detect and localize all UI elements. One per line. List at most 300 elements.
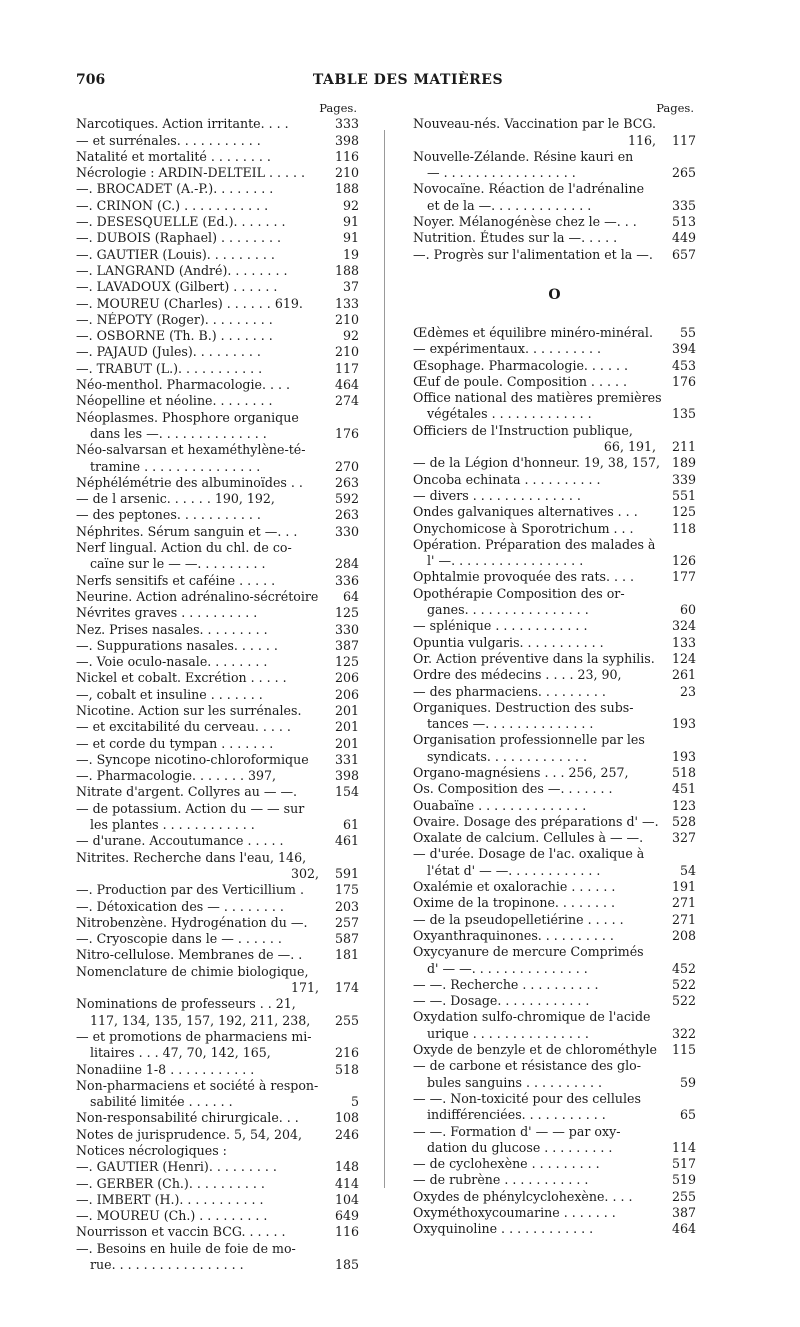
entry-page: 522: [671, 976, 696, 992]
entry-text: —. GERBER (Ch.). . . . . . . . . .: [76, 1175, 265, 1191]
entry-page: 336: [334, 572, 359, 588]
entry-page: 125: [334, 654, 359, 670]
entry-page: 206: [334, 686, 359, 702]
entry-text: Notices nécrologiques :: [76, 1143, 227, 1158]
entry-page: 189: [671, 455, 696, 471]
entry-text: dation du glucose . . . . . . . . .: [427, 1139, 613, 1155]
entry-text: —. GAUTIER (Henri). . . . . . . . .: [76, 1159, 277, 1175]
entry-page: 125: [671, 504, 696, 520]
entry-text: —. OSBORNE (Th. B.) . . . . . . .: [76, 328, 273, 344]
entry-page: 104: [334, 1191, 359, 1207]
entry-text: Nitrate d'argent. Collyres au — —.: [76, 784, 298, 800]
index-entry: [413, 198, 696, 214]
entry-page: 203: [334, 898, 359, 914]
entry-page: 271: [671, 895, 696, 911]
entry-text: —. DESESQUELLE (Ed.). . . . . . .: [76, 214, 286, 230]
index-entry: [76, 116, 359, 132]
entry-page: 464: [334, 377, 359, 393]
entry-page: 19: [342, 246, 359, 262]
entry-page: 387: [671, 1205, 696, 1220]
entry-text: Œuf de poule. Composition . . . . .: [413, 373, 627, 389]
entry-page: 201: [334, 735, 359, 751]
entry-page: 398: [334, 132, 359, 148]
index-entry: [76, 556, 359, 572]
index-column-left: [76, 100, 359, 1273]
entry-text: Néopelline et néoline. . . . . . . .: [76, 393, 273, 409]
entry-page: 414: [334, 1175, 359, 1191]
index-entry: [76, 1241, 359, 1257]
entry-page: 330: [334, 621, 359, 637]
index-entry: [76, 622, 359, 638]
entry-text: l'état d' — —. . . . . . . . . . . .: [427, 862, 601, 878]
index-entry: [76, 328, 359, 344]
index-entry: [76, 1159, 359, 1175]
index-entry: [76, 833, 359, 849]
entry-text: — d'urane. Accoutumance . . . . .: [76, 833, 284, 849]
index-entry: [76, 442, 359, 458]
entry-page: 333: [334, 116, 359, 132]
index-entry: [76, 866, 359, 882]
entry-page: 517: [671, 1156, 696, 1172]
entry-text: —. Pharmacologie. . . . . . . 397,: [76, 768, 277, 784]
entry-page: 123: [671, 797, 696, 813]
entry-text: — et excitabilité du cerveau. . . . .: [76, 719, 291, 735]
entry-page: 175: [334, 882, 359, 898]
entry-text: Nouvelle-Zélande. Résine kauri en: [413, 148, 634, 164]
entry-page: 92: [342, 328, 359, 344]
index-entry: [76, 491, 359, 507]
index-entry: [413, 1205, 696, 1221]
entry-text: — —. Non-toxicité pour des cellules: [413, 1090, 641, 1106]
index-entry: [76, 817, 359, 833]
index-entry: [76, 1062, 359, 1078]
entry-text: Néphrites. Sérum sanguin et —. . .: [76, 523, 298, 539]
entry-text: Névrites graves . . . . . . . . . .: [76, 605, 258, 621]
entry-text: sabilité limitée . . . . . .: [90, 1094, 233, 1110]
index-entry: [76, 736, 359, 752]
index-entry: [76, 181, 359, 197]
index-entry: [76, 947, 359, 963]
index-entry: [413, 439, 696, 455]
index-entry: [413, 406, 696, 422]
entry-text: Non-pharmaciens et société à respon-: [76, 1077, 319, 1093]
index-entry: [76, 296, 359, 312]
entry-text: —. Détoxication des — . . . . . . . .: [76, 898, 284, 914]
index-entry: [76, 1094, 359, 1110]
entry-page: 255: [671, 1188, 696, 1204]
entry-text: Oxalémie et oxalorachie . . . . . .: [413, 879, 616, 895]
index-entry: [413, 1042, 696, 1058]
entry-text: Oxydes de phénylcyclohexène. . . .: [413, 1188, 633, 1204]
index-entry: [76, 1078, 359, 1094]
entry-text: — de carbone et résistance des glo-: [413, 1058, 641, 1074]
entry-page: 261: [671, 667, 696, 683]
index-entry: [413, 374, 696, 390]
index-entry: [413, 521, 696, 537]
entry-page: 322: [671, 1025, 696, 1041]
entry-text: —. NÉPOTY (Roger). . . . . . . . .: [76, 311, 273, 327]
index-entry: [413, 635, 696, 651]
index-entry: [413, 798, 696, 814]
index-entry: [76, 361, 359, 377]
entry-text: Notes de jurisprudence. 5, 54, 204,: [76, 1126, 303, 1142]
index-entry: [76, 1127, 359, 1143]
index-entry: [76, 344, 359, 360]
index-entry: [413, 1009, 696, 1025]
entry-text: bules sanguins . . . . . . . . . .: [427, 1074, 603, 1090]
entry-text: Office national des matières premières: [413, 390, 662, 406]
entry-page: 210: [334, 344, 359, 360]
index-entry: [413, 879, 696, 895]
entry-text: indifférenciées. . . . . . . . . . .: [427, 1107, 606, 1123]
entry-text: Oxime de la tropinone. . . . . . . .: [413, 895, 615, 911]
entry-text: Onychomicose à Sporotrichum . . .: [413, 520, 634, 536]
entry-text: —. BROCADET (A.-P.). . . . . . . .: [76, 181, 274, 197]
entry-text: Narcotiques. Action irritante. . . .: [76, 116, 289, 132]
index-entry: [413, 1189, 696, 1205]
entry-text: — —. Dosage. . . . . . . . . . . .: [413, 993, 590, 1009]
entry-page: 154: [334, 784, 359, 800]
index-entry: [76, 410, 359, 426]
entry-page: 201: [334, 719, 359, 735]
entry-page: 216: [334, 1045, 359, 1061]
section-letter-o: O: [548, 286, 561, 303]
entry-text: Oxyanthraquinones. . . . . . . . . .: [413, 927, 614, 943]
index-entry: [76, 1110, 359, 1126]
index-entry: [76, 507, 359, 523]
entry-text: — . . . . . . . . . . . . . . . . .: [427, 165, 576, 181]
entry-page: 453: [671, 357, 696, 373]
entry-page: 513: [671, 214, 696, 230]
entry-text: — —. Recherche . . . . . . . . . .: [413, 976, 599, 992]
entry-page: 592: [334, 491, 359, 507]
index-entry: [413, 488, 696, 504]
index-entry: [76, 915, 359, 931]
running-title: TABLE DES MATIÈRES: [312, 72, 504, 88]
index-entry: [76, 230, 359, 246]
index-entry: [413, 230, 696, 246]
index-entry: [76, 149, 359, 165]
index-entry: [413, 1075, 696, 1091]
entry-text: Nitrites. Recherche dans l'eau, 146,: [76, 849, 307, 865]
entry-page: 176: [334, 425, 359, 441]
entry-text: les plantes . . . . . . . . . . . .: [90, 817, 255, 833]
entry-text: —. IMBERT (H.). . . . . . . . . . .: [76, 1191, 264, 1207]
entry-page: 246: [334, 1126, 359, 1142]
entry-text: Oxyquinoline . . . . . . . . . . . .: [413, 1221, 594, 1237]
entry-page: 133: [334, 295, 359, 311]
entry-page: 65: [679, 1107, 696, 1123]
entry-text: —. LANGRAND (André). . . . . . . .: [76, 262, 288, 278]
entry-page: 649: [334, 1208, 359, 1224]
entry-text: Oxyde de benzyle et de chlorométhyle: [413, 1042, 658, 1058]
index-entry: [76, 996, 359, 1012]
index-entry: [413, 651, 696, 667]
entry-text: caïne sur le — —. . . . . . . . .: [90, 556, 266, 572]
page-number: 706: [76, 72, 106, 88]
entry-page: 461: [334, 833, 359, 849]
index-entry: [413, 1156, 696, 1172]
index-entry: [76, 1208, 359, 1224]
index-entry: [76, 899, 359, 915]
index-entry: [413, 618, 696, 634]
entry-text: — de l arsenic. . . . . . 190, 192,: [76, 491, 275, 507]
entry-page: 117: [334, 360, 359, 376]
entry-text: —. Voie oculo-nasale. . . . . . . .: [76, 654, 268, 670]
entry-text: Nerfs sensitifs et caféine . . . . .: [76, 572, 276, 588]
index-entry: [413, 830, 696, 846]
entry-page: 208: [671, 927, 696, 943]
entry-text: — expérimentaux. . . . . . . . . .: [413, 341, 602, 357]
entry-text: —. GAUTIER (Louis). . . . . . . . .: [76, 246, 275, 262]
entry-text: Nicotine. Action sur les surrénales.: [76, 702, 302, 718]
index-entry: [76, 263, 359, 279]
entry-page: 327: [671, 830, 696, 846]
index-entry: [76, 719, 359, 735]
index-entry: [76, 801, 359, 817]
entry-page: 60: [679, 602, 696, 618]
entry-page: 591: [334, 865, 359, 881]
entry-text: —. CRINON (C.) . . . . . . . . . . .: [76, 197, 269, 213]
index-entry: [76, 165, 359, 181]
entry-text: Nourrisson et vaccin BCG. . . . . .: [76, 1224, 286, 1240]
entry-page: 59: [679, 1074, 696, 1090]
entry-text: Organo-magnésiens . . . 256, 257,: [413, 764, 629, 780]
entry-text: — de la pseudopelletiérine . . . . .: [413, 911, 624, 927]
entry-text: — splénique . . . . . . . . . . . .: [413, 618, 588, 634]
index-entry: [76, 1143, 359, 1159]
entry-text: rue. . . . . . . . . . . . . . . . .: [90, 1257, 244, 1273]
index-entry: [76, 279, 359, 295]
index-entry: [76, 247, 359, 263]
entry-text: Ouabaïne . . . . . . . . . . . . . .: [413, 797, 587, 813]
entry-page: 284: [334, 556, 359, 572]
entry-page: 64: [342, 588, 359, 604]
index-entry: [76, 654, 359, 670]
entry-text: Nominations de professeurs . . 21,: [76, 996, 296, 1012]
index-entry: [76, 670, 359, 686]
entry-text: —. Progrès sur l'alimentation et la —.: [413, 246, 653, 262]
entry-page: 114: [671, 1139, 696, 1155]
entry-text: Novocaïne. Réaction de l'adrénaline: [413, 181, 645, 197]
entry-text: Officiers de l'Instruction publique,: [413, 422, 633, 438]
entry-page: 522: [671, 993, 696, 1009]
index-entry: [76, 605, 359, 621]
entry-text: dans les —. . . . . . . . . . . . . .: [90, 425, 267, 441]
entry-text: Noyer. Mélanogénèse chez le —. . .: [413, 214, 637, 230]
entry-page: 125: [334, 605, 359, 621]
entry-page: 324: [671, 618, 696, 634]
entry-text: litaires . . . 47, 70, 142, 165,: [90, 1045, 271, 1061]
entry-text: Ophtalmie provoquée des rats. . . .: [413, 569, 635, 585]
entry-page: 452: [671, 960, 696, 976]
entry-text: Néoplasmes. Phosphore organique: [76, 409, 299, 425]
entry-page: 176: [671, 373, 696, 389]
entry-page: 257: [334, 914, 359, 930]
entry-text: Nez. Prises nasales. . . . . . . . .: [76, 621, 268, 637]
entry-page: 91: [342, 230, 359, 246]
entry-page: 263: [334, 507, 359, 523]
entry-text: 116,: [627, 132, 656, 148]
entry-text: Nickel et cobalt. Excrétion . . . . .: [76, 670, 287, 686]
entry-text: Natalité et mortalité . . . . . . . .: [76, 148, 271, 164]
entry-text: Ordre des médecins . . . . 23, 90,: [413, 667, 622, 683]
entry-text: — —. Formation d' — — par oxy-: [413, 1123, 621, 1139]
index-entry: [413, 928, 696, 944]
index-entry: [76, 1029, 359, 1045]
entry-text: et de la —. . . . . . . . . . . . .: [427, 197, 592, 213]
index-entry: [76, 850, 359, 866]
entry-text: — des peptones. . . . . . . . . . .: [76, 507, 261, 523]
index-entry: [413, 390, 696, 406]
entry-page: 518: [334, 1061, 359, 1077]
index-entry: [413, 1026, 696, 1042]
entry-text: Neurine. Action adrénalino-sécrétoire: [76, 588, 319, 604]
index-entry: [413, 895, 696, 911]
index-entry: [413, 247, 696, 263]
index-entry: [413, 732, 696, 748]
index-entry: [76, 1257, 359, 1273]
index-entry: [413, 504, 696, 520]
entry-text: Oxycyanure de mercure Comprimés: [413, 944, 644, 960]
pages-label: Pages.: [319, 101, 357, 115]
entry-text: — de cyclohexène . . . . . . . . .: [413, 1156, 600, 1172]
entry-text: Néo-menthol. Pharmacologie. . . .: [76, 377, 290, 393]
entry-text: l' —. . . . . . . . . . . . . . . . .: [427, 553, 584, 569]
entry-page: 339: [671, 471, 696, 487]
entry-page: 587: [334, 931, 359, 947]
entry-page: 185: [334, 1257, 359, 1273]
entry-text: végétales . . . . . . . . . . . . .: [427, 406, 592, 422]
entry-text: Oxydation sulfo-chromique de l'acide: [413, 1009, 651, 1025]
entry-text: —. Cryoscopie dans le — . . . . . .: [76, 931, 282, 947]
entry-page: 519: [671, 1172, 696, 1188]
index-entry: [413, 423, 696, 439]
entry-text: Néphélémétrie des albuminoïdes . .: [76, 474, 303, 490]
entry-text: tramine . . . . . . . . . . . . . . .: [90, 458, 261, 474]
index-entry: [413, 165, 696, 181]
index-entry: [413, 181, 696, 197]
entry-page: 265: [671, 165, 696, 181]
index-entry: [76, 459, 359, 475]
index-entry: [413, 814, 696, 830]
entry-text: Oxalate de calcium. Cellules à — —.: [413, 830, 644, 846]
entry-text: Os. Composition des —. . . . . . .: [413, 781, 613, 797]
entry-text: —. TRABUT (L.). . . . . . . . . . .: [76, 360, 263, 376]
index-entry: [413, 1107, 696, 1123]
index-entry: [413, 961, 696, 977]
entry-page: 174: [334, 980, 359, 996]
entry-text: —, cobalt et insuline . . . . . . .: [76, 686, 263, 702]
entry-text: ganes. . . . . . . . . . . . . . . .: [427, 602, 589, 618]
entry-page: 61: [342, 817, 359, 833]
index-entry: [76, 214, 359, 230]
entry-page: 270: [334, 458, 359, 474]
index-entry: [413, 1091, 696, 1107]
entry-page: 37: [342, 279, 359, 295]
index-entry: [413, 684, 696, 700]
entry-page: 210: [334, 165, 359, 181]
entry-text: — divers . . . . . . . . . . . . . .: [413, 487, 581, 503]
entry-text: Nitro-cellulose. Membranes de —. .: [76, 947, 303, 963]
index-entry: [413, 1172, 696, 1188]
index-entry: [413, 116, 696, 132]
entry-page: 193: [671, 716, 696, 732]
entry-text: Opothérapie Composition des or-: [413, 585, 625, 601]
index-entry: [76, 882, 359, 898]
entry-page: 394: [671, 341, 696, 357]
entry-text: 66, 191,: [603, 439, 656, 455]
entry-text: Nerf lingual. Action du chl. de co-: [76, 540, 292, 556]
entry-text: Non-responsabilité chirurgicale. . .: [76, 1110, 299, 1126]
index-entry: [76, 475, 359, 491]
entry-text: —. PAJAUD (Jules). . . . . . . . .: [76, 344, 261, 360]
entry-text: Néo-salvarsan et hexaméthylène-té-: [76, 442, 306, 458]
index-entry: [76, 133, 359, 149]
index-entry: [413, 358, 696, 374]
index-entry: [413, 846, 696, 862]
index-entry: [76, 524, 359, 540]
entry-text: 171,: [290, 980, 319, 996]
index-entry: [76, 1013, 359, 1029]
entry-page: 116: [334, 148, 359, 164]
index-entry: [413, 765, 696, 781]
index-entry: [76, 1192, 359, 1208]
pages-label: Pages.: [656, 101, 694, 115]
index-entry: [413, 455, 696, 471]
entry-page: 135: [671, 406, 696, 422]
entry-text: — de la Légion d'honneur. 19, 38, 157,: [413, 455, 661, 471]
index-entry: [413, 1124, 696, 1140]
index-entry: [413, 553, 696, 569]
entry-page: 91: [342, 214, 359, 230]
entry-page: 118: [671, 520, 696, 536]
entry-text: Organiques. Destruction des subs-: [413, 699, 634, 715]
entry-page: 124: [671, 650, 696, 666]
index-entry: [413, 537, 696, 553]
index-entry: [413, 912, 696, 928]
entry-page: 210: [334, 311, 359, 327]
index-entry: [76, 752, 359, 768]
index-column-right: [413, 100, 696, 1238]
entry-text: — et surrénales. . . . . . . . . . .: [76, 132, 261, 148]
index-entry: [76, 1176, 359, 1192]
entry-text: syndicats. . . . . . . . . . . . .: [427, 748, 587, 764]
entry-page: 108: [334, 1110, 359, 1126]
entry-page: 201: [334, 702, 359, 718]
entry-page: 126: [671, 553, 696, 569]
index-entry: [413, 700, 696, 716]
running-header: [76, 72, 740, 94]
entry-page: 211: [671, 439, 696, 455]
entry-page: 449: [671, 230, 696, 246]
index-entry: [76, 377, 359, 393]
entry-text: — et corde du tympan . . . . . . .: [76, 735, 274, 751]
index-entry: [76, 573, 359, 589]
entry-page: 92: [342, 197, 359, 213]
entry-text: —. Syncope nicotino-chloroformique: [76, 751, 309, 767]
entry-page: 115: [671, 1042, 696, 1058]
index-entry: [76, 980, 359, 996]
index-entry: [413, 1221, 696, 1237]
entry-page: 133: [671, 634, 696, 650]
entry-text: Nonadiine 1-8 . . . . . . . . . . .: [76, 1061, 255, 1077]
entry-page: 117: [671, 132, 696, 148]
index-entry: [413, 716, 696, 732]
entry-text: —. DUBOIS (Raphael) . . . . . . . .: [76, 230, 282, 246]
index-entry: [76, 312, 359, 328]
entry-text: — de rubrène . . . . . . . . . . .: [413, 1172, 589, 1188]
